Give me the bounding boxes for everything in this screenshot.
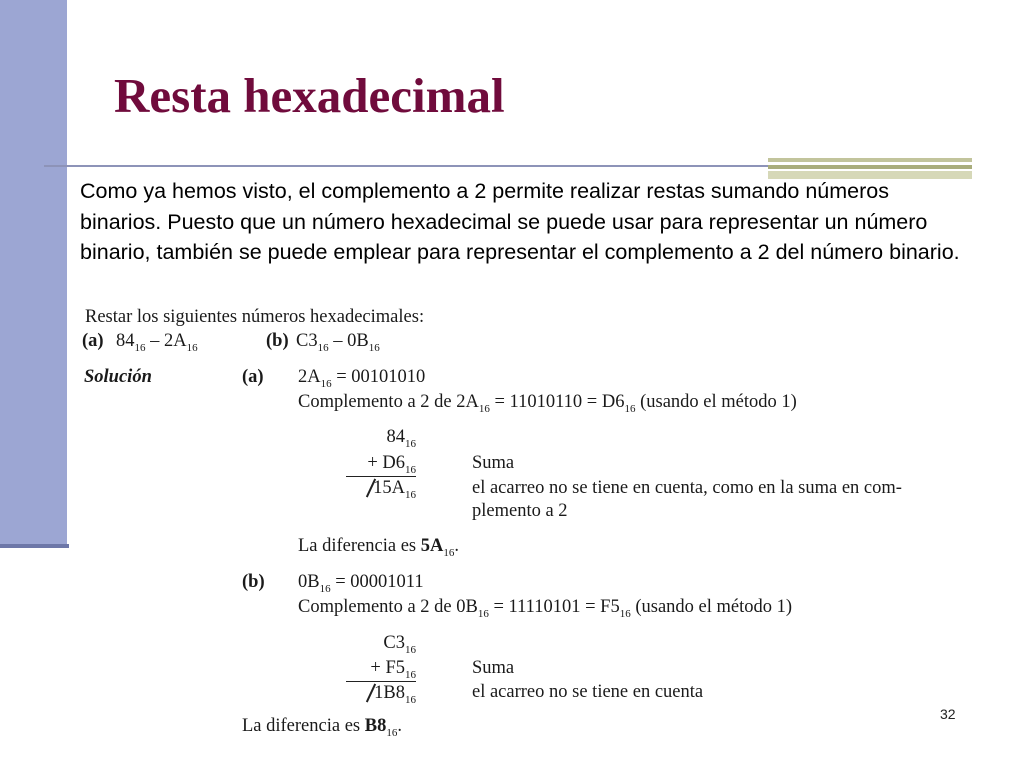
solution-a-sum-rule [346,476,416,477]
solution-a-note3: plemento a 2 [472,501,568,521]
solution-a-result: $15A_{16}$ [373,478,416,501]
problem-statement: Restar los siguientes números hexadecimales: [85,307,425,327]
solution-b-label: (b) [242,572,265,592]
page-number: 32 [940,706,956,722]
solution-b-difference: La diferencia es $B8_{16}$. [242,716,402,739]
solution-b-result: $1B8_{16}$ [374,683,416,706]
solution-a-difference: La diferencia es $5A_{16}$. [298,536,459,559]
solution-a-label: (a) [242,367,264,387]
left-accent-bar [0,0,67,546]
problem-a-label: (a) [82,331,104,351]
solution-b-operand2: + $F5_{16}$ [370,658,416,681]
problem-a-expression: $84_{16} - 2A_{16}$ [116,331,198,354]
solution-a-line1: $2A_{16} = 00101010$ [298,367,426,390]
solution-b-operand1: $C3_{16}$ [383,633,416,656]
solution-a-note2: el acarreo no se tiene en cuenta, como en la suma en com- [472,478,902,498]
slide-title: Resta hexadecimal [114,68,505,123]
solution-b-note1: Suma [472,658,515,678]
title-divider-line [44,165,768,167]
solution-a-line2: Complemento a 2 de $2A_{16} = 11010110 = D6_{16}$ (usando el método 1) [298,392,797,415]
solution-b-line1: $0B_{16} = 00001011$ [298,572,424,595]
solution-b-sum-rule [346,681,416,682]
solution-b-line2: Complemento a 2 de $0B_{16} = 11110101 = F5_{16}$ (usando el método 1) [298,597,793,620]
solution-a-note1: Suma [472,453,515,473]
problem-b-label: (b) [266,331,289,351]
solution-label: Solución [84,367,152,387]
left-accent-bar-shadow [0,544,69,548]
solution-a-operand1: $84_{16}$ [386,427,416,450]
intro-paragraph: Como ya hemos visto, el complemento a 2 permite realizar restas sumando números binarios. Puesto que un número hexadecimal se puede usar para representar un número binario, también se puede emplear para representar el complemento a 2 del número binario. [80,179,960,264]
solution-a-operand2: + $D6_{16}$ [367,453,416,476]
solution-b-note2: el acarreo no se tiene en cuenta [472,682,704,702]
problem-b-expression: $C3_{16} - 0B_{16}$ [296,331,380,354]
